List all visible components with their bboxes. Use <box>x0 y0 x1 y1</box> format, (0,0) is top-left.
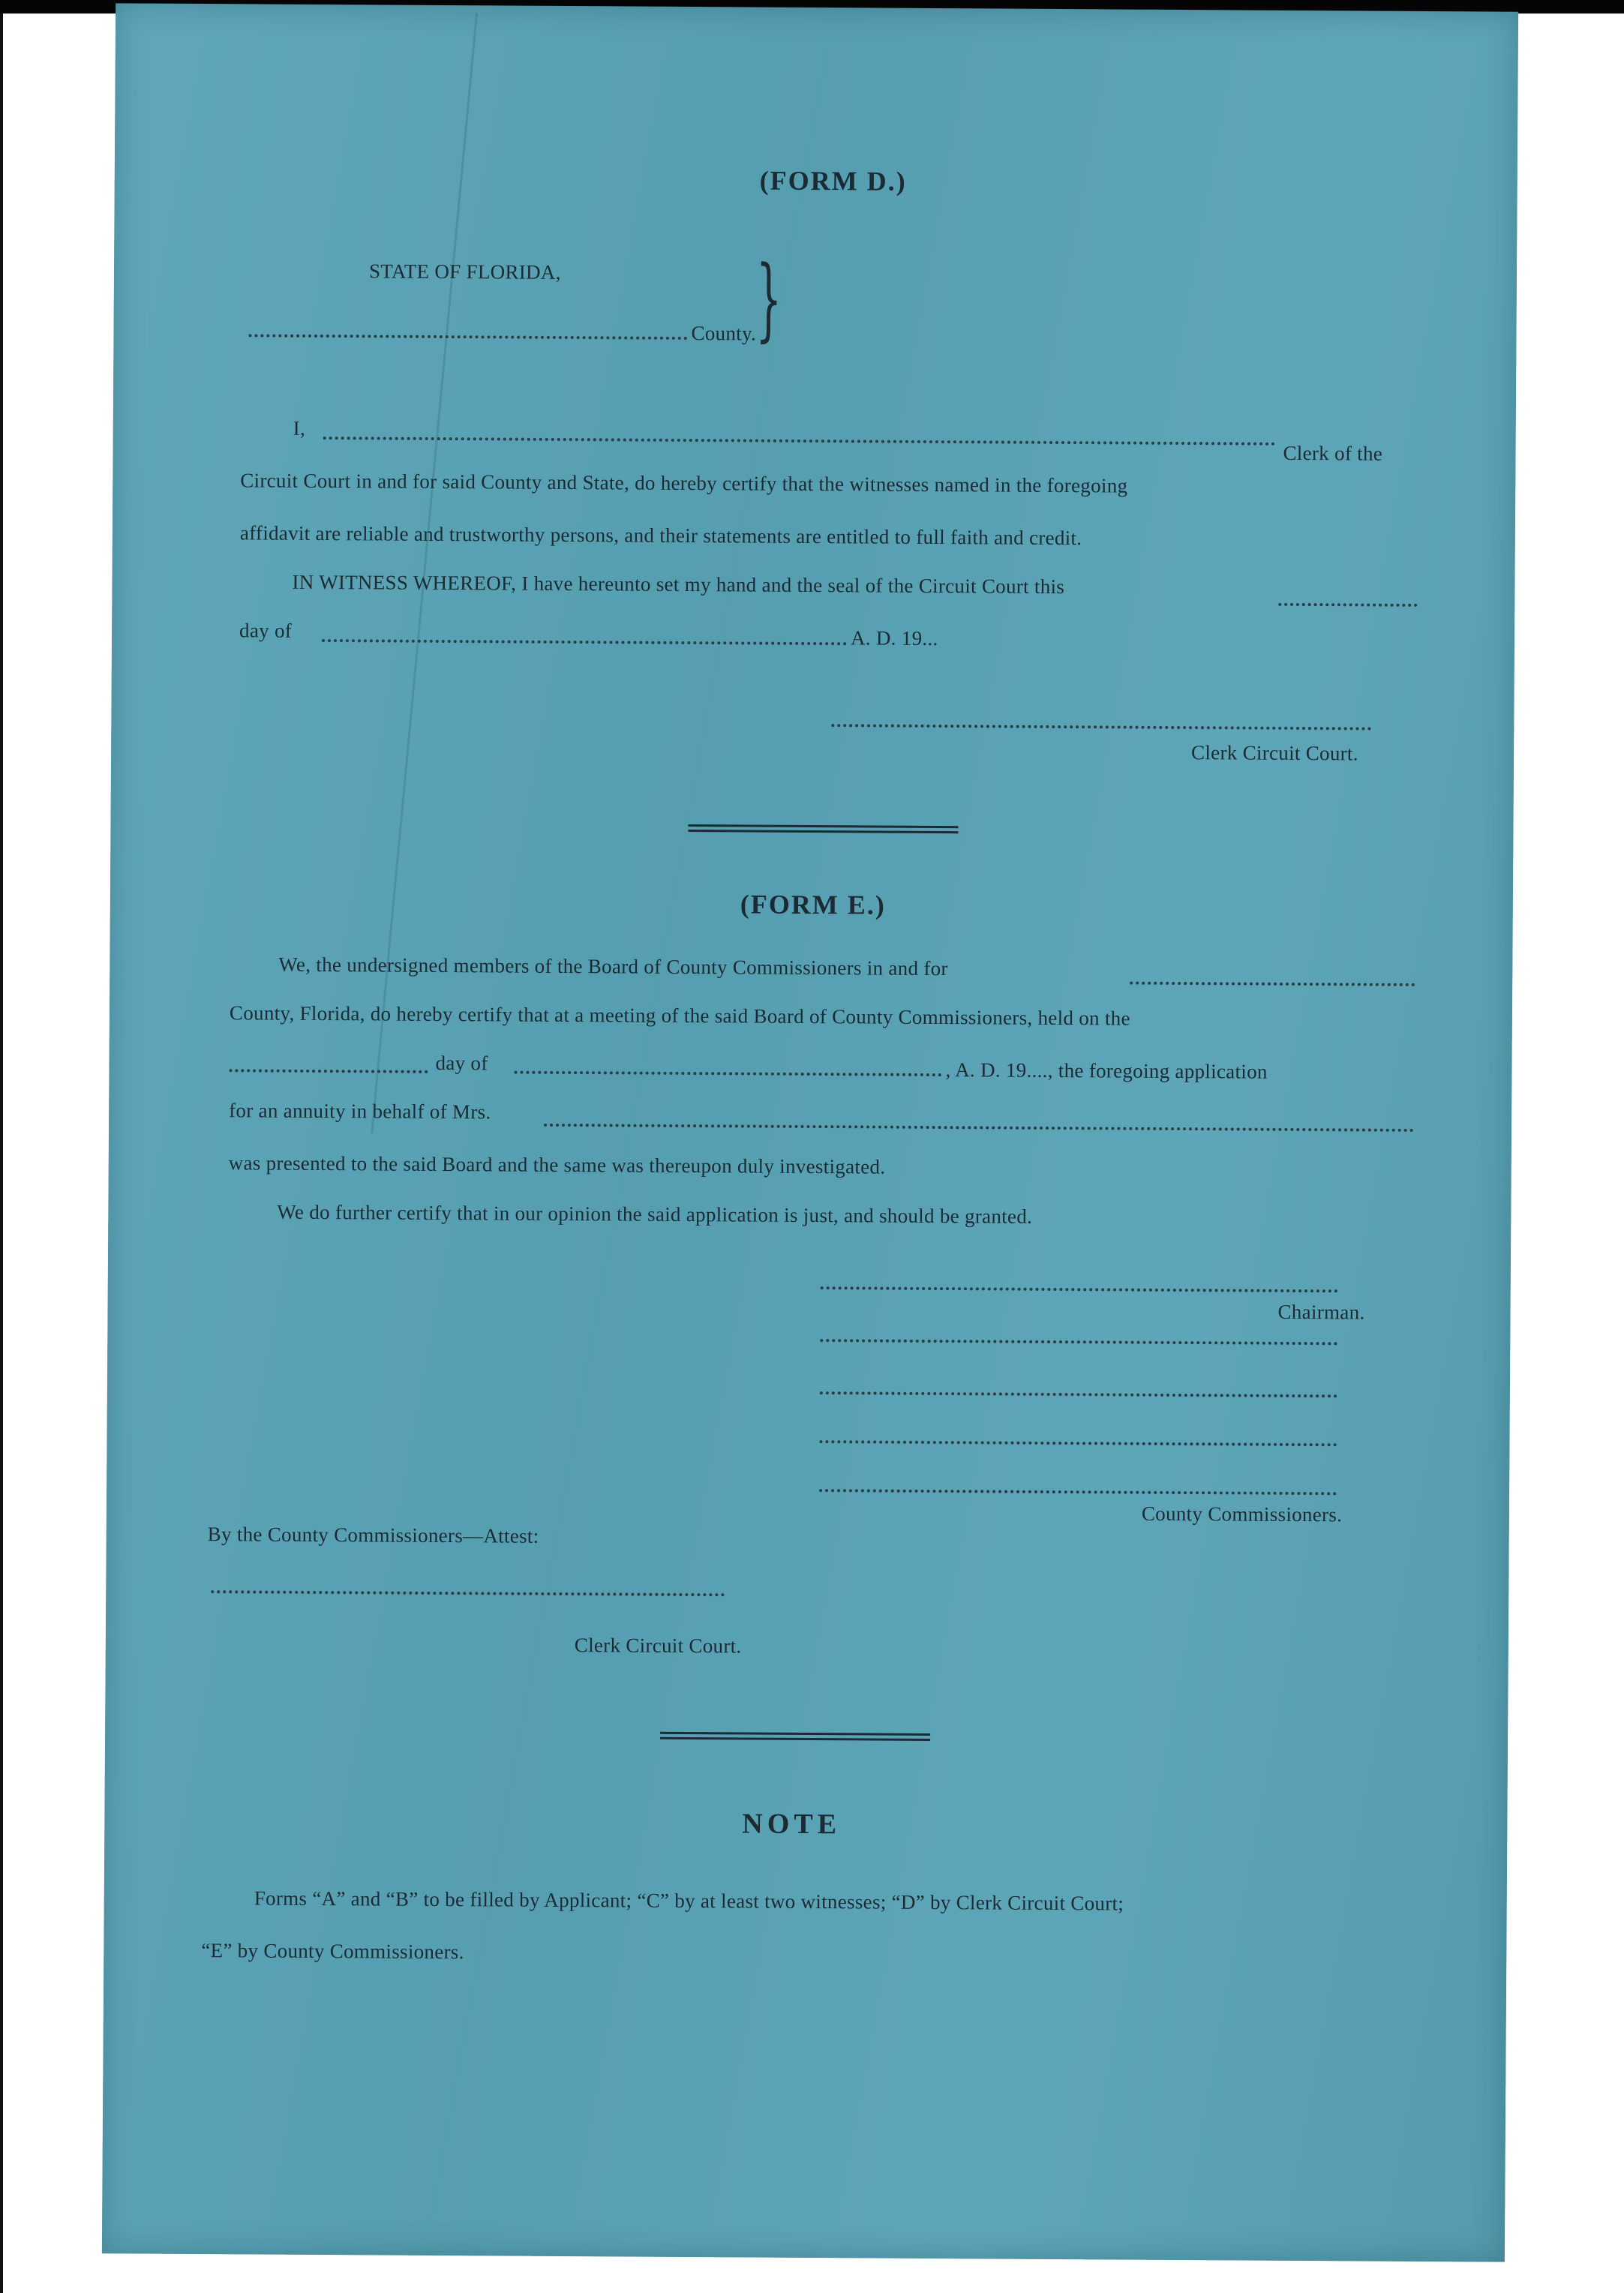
form-e-line3-mid: day of <box>435 1051 488 1075</box>
form-d-line1-end: Clerk of the <box>1283 441 1383 465</box>
form-d-line2: Circuit Court in and for said County and State, do hereby certify that the witnesses named in the foregoing <box>240 469 1128 497</box>
commissioners-label: County Commissioners. <box>1141 1502 1343 1526</box>
form-e-line4: for an annuity in behalf of Mrs. <box>229 1099 491 1124</box>
county-blank[interactable] <box>248 334 687 340</box>
applicant-name-blank[interactable] <box>544 1124 1414 1132</box>
form-d-line3: affidavit are reliable and trustworthy persons, and their statements are entitled to full faith and credit. <box>239 521 1082 550</box>
clerk-signature-blank[interactable] <box>831 724 1371 730</box>
attest-label: By the County Commissioners—Attest: <box>207 1523 539 1547</box>
divider-rule-2 <box>660 1732 930 1741</box>
meeting-day-blank[interactable] <box>229 1069 428 1073</box>
commissioner-signature-blank-4[interactable] <box>819 1489 1337 1495</box>
attest-clerk-label: Clerk Circuit Court. <box>574 1634 742 1658</box>
form-d-line5-start: day of <box>239 619 293 642</box>
clerk-name-blank[interactable] <box>323 437 1276 446</box>
form-e-line2: County, Florida, do hereby certify that at a meeting of the said Board of County Commissioners, held on the <box>229 1001 1130 1030</box>
county-label: County. <box>691 322 757 345</box>
chairman-signature-blank[interactable] <box>821 1286 1338 1292</box>
form-e-heading: (FORM E.) <box>740 889 886 920</box>
note-line2: “E” by County Commissioners. <box>201 1939 464 1964</box>
form-d-signature-label: Clerk Circuit Court. <box>1191 741 1358 765</box>
meeting-month-blank[interactable] <box>514 1071 941 1076</box>
month-blank[interactable] <box>322 639 847 645</box>
form-d-heading: (FORM D.) <box>759 165 907 197</box>
chairman-label: Chairman. <box>1277 1300 1365 1324</box>
scan-left-border <box>0 14 3 2293</box>
state-label: STATE OF FLORIDA, <box>368 260 561 284</box>
form-e-line6: We do further certify that in our opinion the said application is just, and should be granted. <box>277 1200 1033 1228</box>
attest-clerk-signature-blank[interactable] <box>211 1590 725 1596</box>
county-name-blank[interactable] <box>1130 982 1415 986</box>
commissioner-signature-blank-1[interactable] <box>820 1339 1337 1345</box>
commissioner-signature-blank-2[interactable] <box>820 1391 1337 1397</box>
form-e-line1: We, the undersigned members of the Board of County Commissioners in and for <box>278 953 948 980</box>
note-line1: Forms “A” and “B” to be filled by Applicant; “C” by at least two witnesses; “D” by Clerk Circuit Court; <box>254 1886 1124 1915</box>
document-page <box>102 3 1518 2261</box>
form-e-line5: was presented to the said Board and the same was thereupon duly investigated. <box>228 1151 886 1178</box>
form-e-line3-end: , A. D. 19...., the foregoing application <box>945 1058 1268 1083</box>
divider-rule <box>688 824 958 833</box>
commissioner-signature-blank-3[interactable] <box>819 1440 1337 1446</box>
form-d-line1-start: I, <box>293 416 306 440</box>
day-number-blank[interactable] <box>1278 603 1417 607</box>
form-d-line5-end: A. D. 19... <box>850 626 938 650</box>
form-d-line4: IN WITNESS WHEREOF, I have hereunto set my hand and the seal of the Circuit Court this <box>292 570 1065 599</box>
brace-icon: } <box>755 247 782 352</box>
note-heading: NOTE <box>742 1808 842 1841</box>
